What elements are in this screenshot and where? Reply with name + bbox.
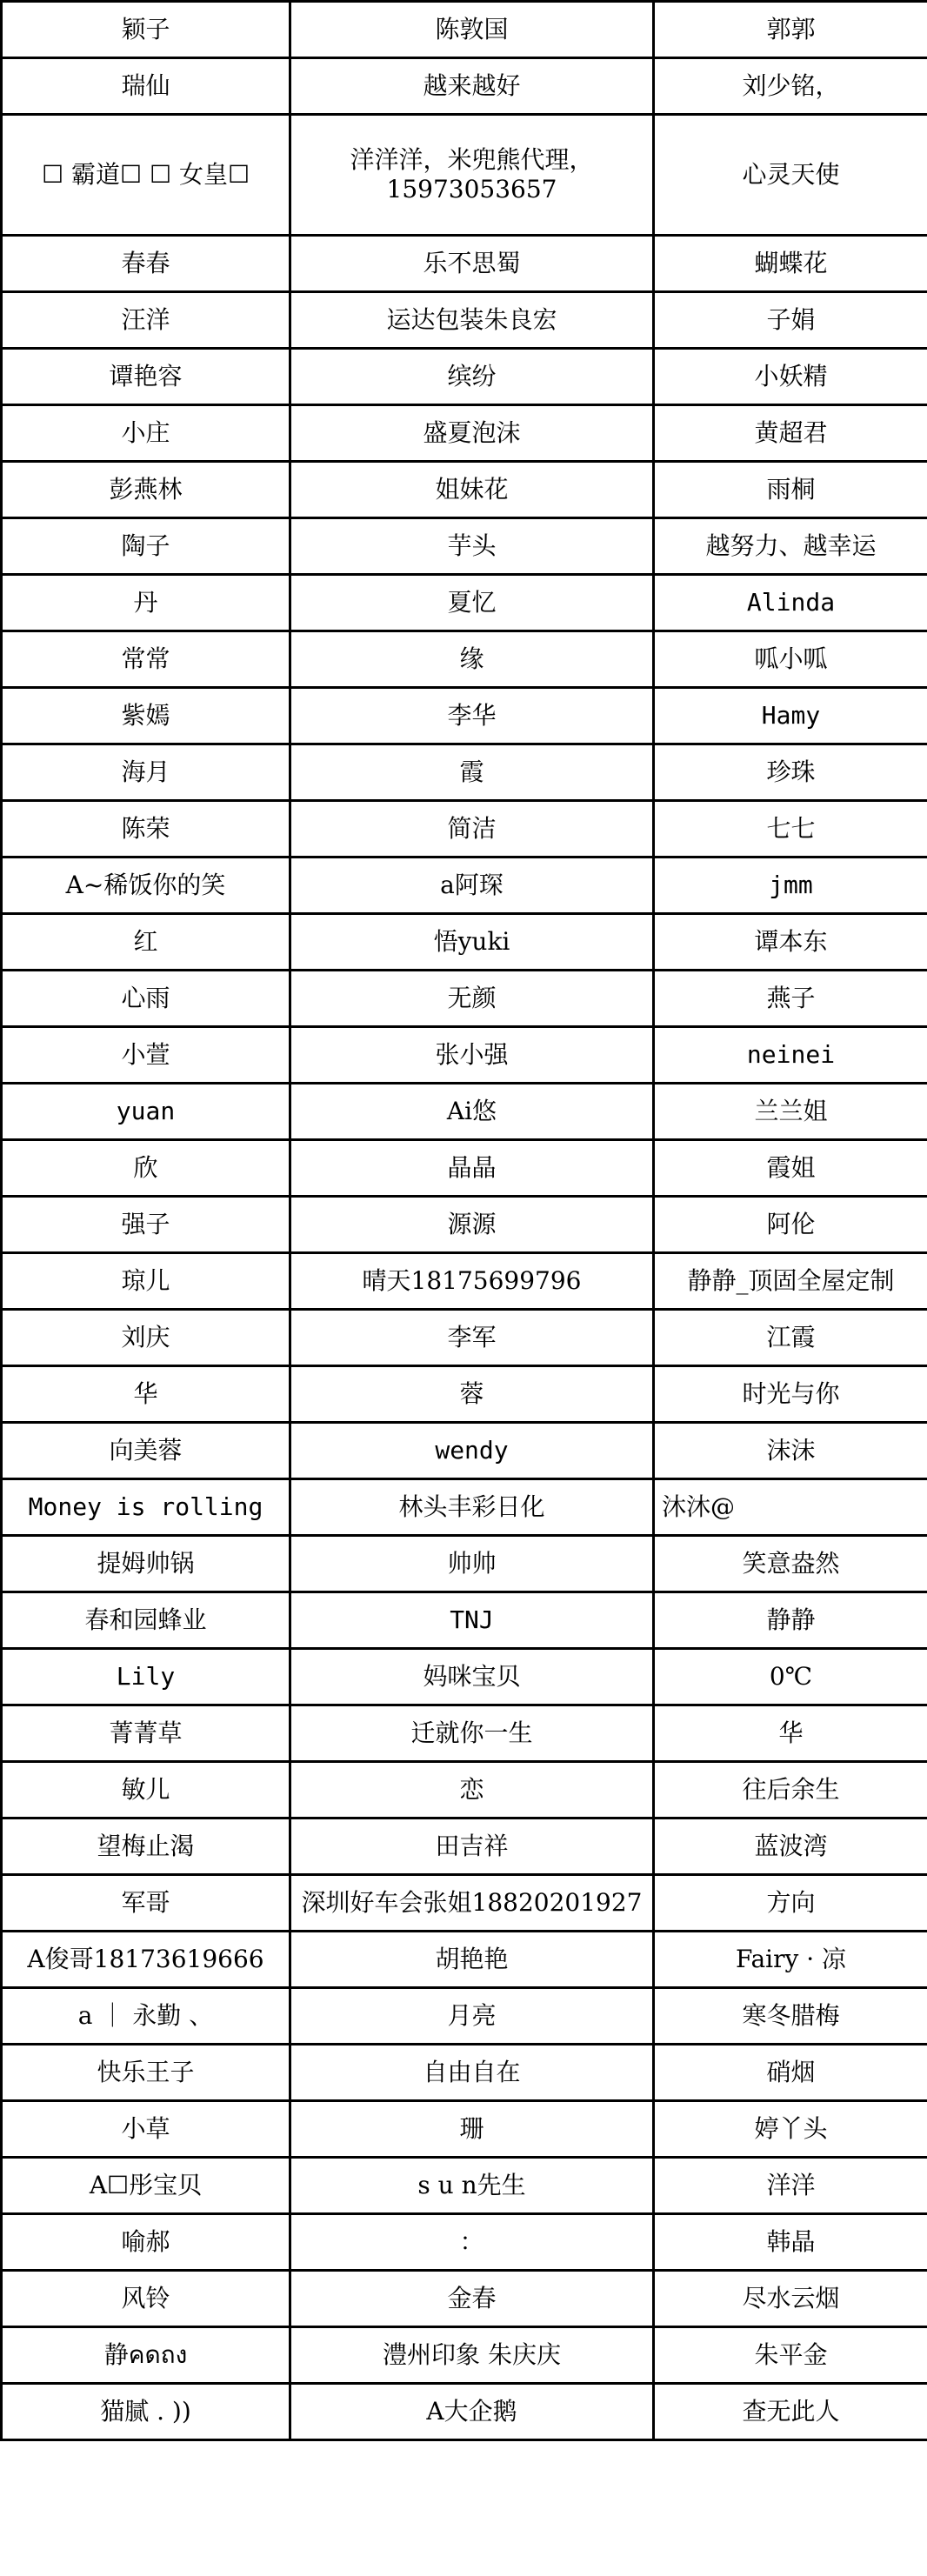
- table-row: [2, 1253, 927, 1310]
- table-cell-col3: Hamy: [654, 688, 927, 744]
- table-cell-col1: 提姆帅锅: [2, 1536, 290, 1592]
- table-cell-col1: 丹: [2, 575, 290, 631]
- table-cell-col1: 刘庆: [2, 1310, 290, 1366]
- table-cell-col1: 小萱: [2, 1027, 290, 1084]
- table-cell-col2: 芋头: [290, 518, 654, 575]
- table-cell-col2: 妈咪宝贝: [290, 1649, 654, 1705]
- table-cell-col2: 运达包装朱良宏: [290, 292, 654, 349]
- table-cell-col2: s u n先生: [290, 2158, 654, 2214]
- table-cell-col1: 琼儿: [2, 1253, 290, 1310]
- table-row: [2, 801, 927, 858]
- table-cell-col3: neinei: [654, 1027, 927, 1084]
- table-row: [2, 462, 927, 518]
- table-row: [2, 1932, 927, 1988]
- table-cell-col3: 江霞: [654, 1310, 927, 1366]
- table-cell-col2: 乐不思蜀: [290, 236, 654, 292]
- table-row: [2, 292, 927, 349]
- table-cell-col3: 0℃: [654, 1649, 927, 1705]
- table-cell-col3: 兰兰姐: [654, 1084, 927, 1140]
- table-cell-col1: 快乐王子: [2, 2045, 290, 2101]
- table-cell-col1: 常常: [2, 631, 290, 688]
- table-cell-col1: 小庄: [2, 405, 290, 462]
- table-row: [2, 1366, 927, 1423]
- table-cell-col3: 静静_顶固全屋定制: [654, 1253, 927, 1310]
- table-row: [2, 115, 927, 236]
- table-row: [2, 688, 927, 744]
- table-cell-col3: 洋洋: [654, 2158, 927, 2214]
- table-cell-col3: 子娟: [654, 292, 927, 349]
- table-cell-col3: 朱平金: [654, 2327, 927, 2384]
- table-cell-col3: 小妖精: [654, 349, 927, 405]
- table-cell-col2: TNJ: [290, 1592, 654, 1649]
- table-cell-col2: 李华: [290, 688, 654, 744]
- table-cell-col2: 无颜: [290, 971, 654, 1027]
- table-row: [2, 2158, 927, 2214]
- table-cell-col1: 海月: [2, 744, 290, 801]
- table-cell-col2: 晴天18175699796: [290, 1253, 654, 1310]
- table-cell-col1: 风铃: [2, 2271, 290, 2327]
- table-cell-col1: 春和园蜂业: [2, 1592, 290, 1649]
- table-cell-col3: 越努力、越幸运: [654, 518, 927, 575]
- table-cell-col3: 呱小呱: [654, 631, 927, 688]
- table-row: [2, 971, 927, 1027]
- table-row: [2, 2384, 927, 2440]
- table-cell-col1: 敏儿: [2, 1762, 290, 1819]
- table-cell-col2: 简洁: [290, 801, 654, 858]
- table-row: [2, 1197, 927, 1253]
- table-cell-col1: 紫嫣: [2, 688, 290, 744]
- table-cell-col2: A大企鹅: [290, 2384, 654, 2440]
- table-cell-col1: a ｜ 永勤 、: [2, 1988, 290, 2045]
- table-cell-col1: 喻郝: [2, 2214, 290, 2271]
- table-row: [2, 744, 927, 801]
- table-cell-col2: 姐妹花: [290, 462, 654, 518]
- table-row: [2, 1423, 927, 1479]
- table-cell-col1: A俊哥18173619666: [2, 1932, 290, 1988]
- table-cell-col2: 自由自在: [290, 2045, 654, 2101]
- table-cell-col1: 华: [2, 1366, 290, 1423]
- table-cell-col2: 珊: [290, 2101, 654, 2158]
- table-cell-col2: 迁就你一生: [290, 1705, 654, 1762]
- table-cell-col1: 春春: [2, 236, 290, 292]
- table-cell-col2: 恋: [290, 1762, 654, 1819]
- table-row: [2, 2101, 927, 2158]
- table-cell-col2: 张小强: [290, 1027, 654, 1084]
- table-cell-col1: 猫腻 . )): [2, 2384, 290, 2440]
- table-row: [2, 2214, 927, 2271]
- table-cell-col1: 陈荣: [2, 801, 290, 858]
- table-cell-col3: 刘少铭，: [654, 58, 927, 115]
- table-cell-col3: 蓝波湾: [654, 1819, 927, 1875]
- table-row: [2, 914, 927, 971]
- table-cell-col2: 陈敦国: [290, 2, 654, 58]
- table-cell-col1: 军哥: [2, 1875, 290, 1932]
- table-cell-col3: 沫沫: [654, 1423, 927, 1479]
- table-cell-col1: 向美蓉: [2, 1423, 290, 1479]
- table-cell-col1: 强子: [2, 1197, 290, 1253]
- table-cell-col2: 洋洋洋，米兜熊代理，15973053657: [290, 115, 654, 236]
- table-cell-col1: A☐彤宝贝: [2, 2158, 290, 2214]
- names-table-body: [2, 2, 927, 2440]
- table-cell-col3: 笑意盎然: [654, 1536, 927, 1592]
- table-row: [2, 405, 927, 462]
- table-cell-col1: 望梅止渴: [2, 1819, 290, 1875]
- table-cell-col2: 李军: [290, 1310, 654, 1366]
- table-cell-col2: 澧州印象 朱庆庆: [290, 2327, 654, 2384]
- table-cell-col1: 菁菁草: [2, 1705, 290, 1762]
- table-cell-col3: 时光与你: [654, 1366, 927, 1423]
- table-cell-col1: 静คดถง: [2, 2327, 290, 2384]
- table-cell-col3: 婷丫头: [654, 2101, 927, 2158]
- table-row: [2, 1310, 927, 1366]
- table-cell-col2: 夏忆: [290, 575, 654, 631]
- table-row: [2, 1762, 927, 1819]
- table-cell-col1: yuan: [2, 1084, 290, 1140]
- table-cell-col1: 欣: [2, 1140, 290, 1197]
- table-cell-col1: 颖子: [2, 2, 290, 58]
- table-row: [2, 858, 927, 914]
- table-cell-col2: 缘: [290, 631, 654, 688]
- table-row: [2, 2327, 927, 2384]
- table-cell-col3: 往后余生: [654, 1762, 927, 1819]
- table-cell-col1: 彭燕林: [2, 462, 290, 518]
- table-cell-col1: 汪洋: [2, 292, 290, 349]
- table-cell-col2: Ai悠: [290, 1084, 654, 1140]
- table-cell-col3: 蝴蝶花: [654, 236, 927, 292]
- table-row: [2, 1988, 927, 2045]
- table-cell-col3: 寒冬腊梅: [654, 1988, 927, 2045]
- table-cell-col3: Alinda: [654, 575, 927, 631]
- table-row: [2, 58, 927, 115]
- table-cell-col2: 盛夏泡沫: [290, 405, 654, 462]
- table-cell-col3: 硝烟: [654, 2045, 927, 2101]
- table-cell-col2: 蓉: [290, 1366, 654, 1423]
- table-cell-col3: 珍珠: [654, 744, 927, 801]
- table-cell-col3: 心灵天使: [654, 115, 927, 236]
- table-row: [2, 518, 927, 575]
- table-row: [2, 1536, 927, 1592]
- table-cell-col3: 华: [654, 1705, 927, 1762]
- table-cell-col2: ：: [290, 2214, 654, 2271]
- table-row: [2, 1705, 927, 1762]
- table-cell-col1: 谭艳容: [2, 349, 290, 405]
- table-cell-col3: 黄超君: [654, 405, 927, 462]
- table-cell-col3: jmm: [654, 858, 927, 914]
- table-cell-col1: A~稀饭你的笑: [2, 858, 290, 914]
- table-row: [2, 2, 927, 58]
- table-cell-col2: 源源: [290, 1197, 654, 1253]
- table-cell-col2: wendy: [290, 1423, 654, 1479]
- table-row: [2, 236, 927, 292]
- table-row: [2, 1479, 927, 1536]
- table-cell-col2: 林头丰彩日化: [290, 1479, 654, 1536]
- table-cell-col3: 尽水云烟: [654, 2271, 927, 2327]
- table-cell-col2: 月亮: [290, 1988, 654, 2045]
- table-cell-col2: 缤纷: [290, 349, 654, 405]
- table-cell-col3: 燕子: [654, 971, 927, 1027]
- table-cell-col3: 沐沐@: [654, 1479, 927, 1536]
- table-cell-col2: 深圳好车会张姐18820201927: [290, 1875, 654, 1932]
- table-cell-col2: 越来越好: [290, 58, 654, 115]
- table-row: [2, 1140, 927, 1197]
- table-row: [2, 1649, 927, 1705]
- table-cell-col3: 霞姐: [654, 1140, 927, 1197]
- table-row: [2, 2045, 927, 2101]
- table-cell-col3: 阿伦: [654, 1197, 927, 1253]
- table-cell-col2: 悟yuki: [290, 914, 654, 971]
- table-row: [2, 1084, 927, 1140]
- table-row: [2, 1875, 927, 1932]
- table-cell-col2: 田吉祥: [290, 1819, 654, 1875]
- table-row: [2, 349, 927, 405]
- table-cell-col2: 晶晶: [290, 1140, 654, 1197]
- table-cell-col3: 韩晶: [654, 2214, 927, 2271]
- table-cell-col3: 静静: [654, 1592, 927, 1649]
- table-row: [2, 1027, 927, 1084]
- table-cell-col3: 雨桐: [654, 462, 927, 518]
- table-cell-col2: 金春: [290, 2271, 654, 2327]
- table-cell-col2: 帅帅: [290, 1536, 654, 1592]
- table-cell-col2: 霞: [290, 744, 654, 801]
- table-row: [2, 1819, 927, 1875]
- table-cell-col1: 陶子: [2, 518, 290, 575]
- table-cell-col3: Fairy · 凉: [654, 1932, 927, 1988]
- table-cell-col1: ☐ 霸道☐ ☐ 女皇☐: [2, 115, 290, 236]
- table-cell-col2: a阿琛: [290, 858, 654, 914]
- table-cell-col3: 方向: [654, 1875, 927, 1932]
- table-cell-col1: 瑞仙: [2, 58, 290, 115]
- table-cell-col1: 红: [2, 914, 290, 971]
- table-row: [2, 575, 927, 631]
- table-row: [2, 631, 927, 688]
- table-row: [2, 1592, 927, 1649]
- table-cell-col3: 郭郭: [654, 2, 927, 58]
- table-cell-col3: 七七: [654, 801, 927, 858]
- table-cell-col2: 胡艳艳: [290, 1932, 654, 1988]
- table-cell-col1: Lily: [2, 1649, 290, 1705]
- table-row: [2, 2271, 927, 2327]
- table-cell-col1: 小草: [2, 2101, 290, 2158]
- table-cell-col1: Money is rolling: [2, 1479, 290, 1536]
- table-cell-col3: 谭本东: [654, 914, 927, 971]
- table-cell-col1: 心雨: [2, 971, 290, 1027]
- table-cell-col3: 查无此人: [654, 2384, 927, 2440]
